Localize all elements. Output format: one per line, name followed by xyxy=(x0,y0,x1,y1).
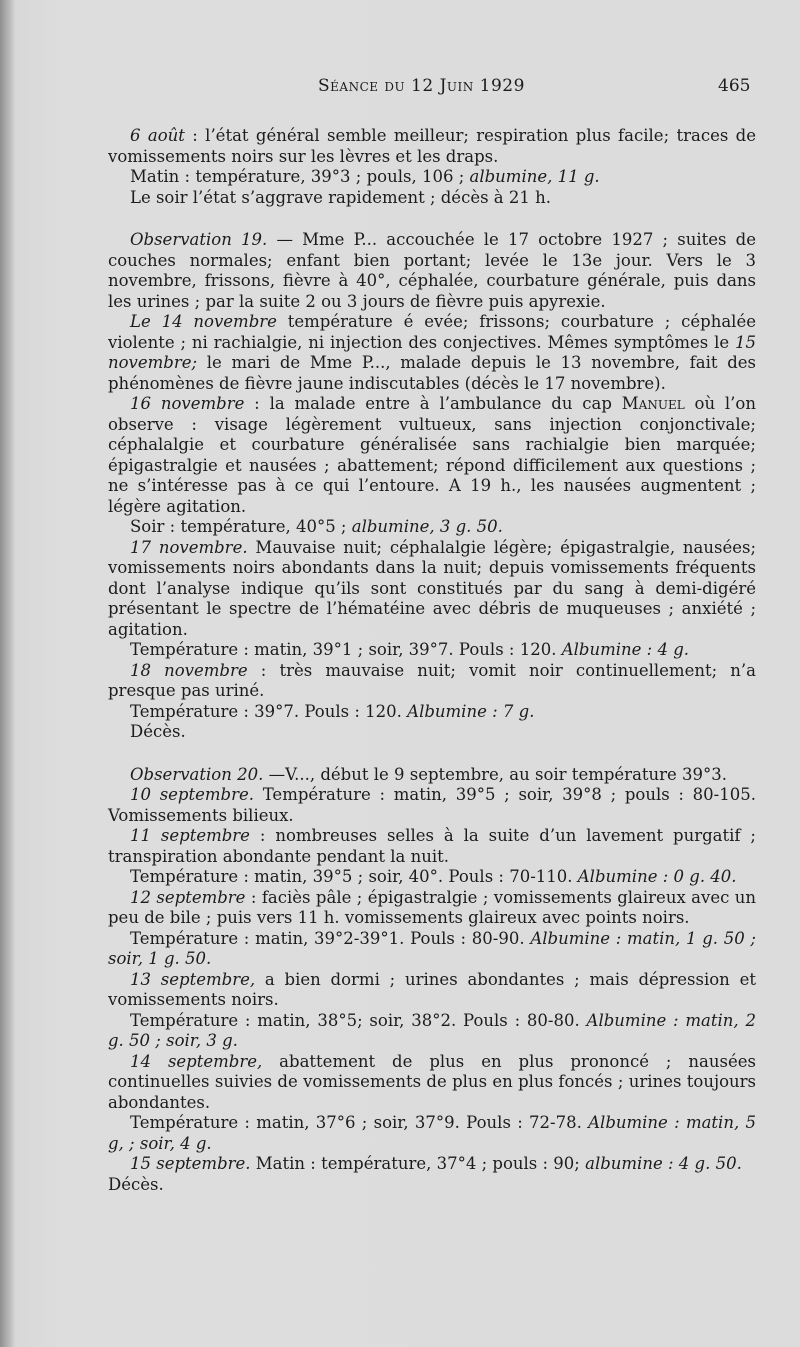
paragraph-text: : la malade entre à l’ambulance du cap xyxy=(244,394,622,413)
paragraph-sept-12-temp xyxy=(108,929,756,970)
date-label: 11 septembre xyxy=(130,826,250,845)
paragraph-deces: Décès. xyxy=(130,722,186,741)
paragraph-nov-17-temp xyxy=(108,640,756,661)
paragraph-text: —V..., début le 9 septembre, au soir température 39°3. xyxy=(263,764,728,784)
temperature-line: Température : matin, 39°1 ; soir, 39°7. Pouls : 120. xyxy=(130,640,562,659)
paragraph-text: — Mme P... accouchée le 17 octobre 1927 ; suites de couches normales; enfant bien portant; levée le 13e jour. Vers le 3 novembre, frissons, fièvre à 40°, céphalée, courbature générale, puis dans les urines ; par la suite 2 ou 3 jours de fièvre puis apyrexie. xyxy=(108,230,756,311)
paragraph-sept-11-temp xyxy=(108,867,756,888)
paragraph-nov-18-temp xyxy=(108,702,756,723)
temperature-line: Température : matin, 38°5; soir, 38°2. Pouls : 80-80. xyxy=(130,1010,587,1030)
paragraph-sept-14 xyxy=(108,1052,756,1114)
running-head: Séance du 12 Juin 1929 xyxy=(318,76,525,96)
paragraph-text: a bien dormi ; urines abondantes ; mais dépression et vomissements noirs. xyxy=(108,969,756,1009)
paragraph-nov-17 xyxy=(108,538,756,641)
date-label: 10 septembre. xyxy=(130,785,254,804)
date-label: 16 novembre xyxy=(130,394,245,413)
observation-title: Observation 20. xyxy=(130,764,264,784)
paragraph-nov-16-soir xyxy=(108,517,756,538)
observation-title: Observation 19. xyxy=(130,230,268,249)
albumine-value: Albumine : matin, 5 g, ; soir, 4 g. xyxy=(108,1113,756,1153)
observation-19-intro xyxy=(108,230,756,312)
page-number: 465 xyxy=(718,76,751,96)
paragraph-text: : faciès pâle ; épigastralgie ; vomissements glaireux avec un peu de bile ; puis vers 11 h. vomissements glaireux avec points noirs. xyxy=(108,887,756,927)
albumine-value: Albumine : 0 g. 40. xyxy=(577,867,737,886)
albumine-value: albumine, 11 g. xyxy=(469,167,600,186)
paragraph-text: Température : matin, 39°5 ; soir, 39°8 ; pouls : 80-105. Vomissements bilieux. xyxy=(108,785,756,825)
albumine-value: Albumine : 4 g. xyxy=(561,640,689,659)
paragraph-sept-11 xyxy=(108,826,756,867)
paragraph-aout-6 xyxy=(108,126,756,167)
paragraph-sept-13 xyxy=(108,970,756,1011)
paragraph-matin xyxy=(108,167,756,188)
paragraph-text: : nombreuses selles à la suite d’un lavement purgatif ; transpiration abondante pendant la nuit. xyxy=(108,826,756,866)
paragraph-sept-15 xyxy=(108,1154,756,1175)
date-label: 15 novembre; xyxy=(108,332,756,372)
albumine-value: Albumine : matin, 2 g. 50 ; soir, 3 g. xyxy=(108,1010,756,1050)
paragraph-sept-10 xyxy=(108,785,756,826)
date-label: 18 novembre xyxy=(130,660,248,680)
section-gap xyxy=(108,208,756,230)
paragraph-nov-18 xyxy=(108,661,756,702)
proper-name: Manuel xyxy=(621,394,685,413)
date-label: Le 14 novembre xyxy=(130,312,277,331)
paragraph-text: : l’état général semble meilleur; respiration plus facile; traces de vomissements noirs sur les lèvres et les draps. xyxy=(108,126,756,166)
date-label: 13 septembre, xyxy=(130,969,256,989)
date-label: 12 septembre xyxy=(130,887,246,907)
paragraph-text: Mauvaise nuit; céphalalgie légère; épigastralgie, nausées; vomissements noirs abondants dans la nuit; depuis vomissements fréquents dont l’analyse indique qu’ils sont constitués par du sang à demi-digéré présentant le spectre de l’hématéine avec débris de muqueuses ; anxiété ; agitation. xyxy=(108,537,757,639)
page-header xyxy=(0,76,800,106)
temperature-line: Température : matin, 39°2-39°1. Pouls : 80-90. xyxy=(130,928,531,948)
paragraph-text: abattement de plus en plus prononcé ; nausées continuelles suivies de vomissements de plus en plus foncés ; urines toujours abondantes. xyxy=(108,1051,756,1112)
section-gap xyxy=(108,743,756,765)
paragraph-text: : très mauvaise nuit; vomit noir continuellement; n’a presque pas uriné. xyxy=(108,660,756,700)
paragraph-sept-12 xyxy=(108,888,756,929)
date-label: 15 septembre. xyxy=(130,1154,251,1173)
date-label: 17 novembre. xyxy=(130,537,248,557)
paragraph-text: le mari de Mme P..., malade depuis le 13 novembre, fait des phénomènes de fièvre jaune indiscutables (décès le 17 novembre). xyxy=(108,353,756,393)
paragraph-text: température é evée; frissons; courbature ; céphalée violente ; ni rachialgie, ni injection des conjectives. Mêmes symptômes le xyxy=(108,312,756,352)
paragraph-nov-14 xyxy=(108,312,756,394)
paragraph-sept-13-temp xyxy=(108,1011,756,1052)
albumine-value: Albumine : matin, 1 g. 50 ; soir, 1 g. 50. xyxy=(108,928,756,968)
paragraph-text: Matin : température, 37°4 ; pouls : 90; xyxy=(250,1154,586,1173)
date-label: 6 août xyxy=(130,126,185,145)
temperature-line: Température : matin, 39°5 ; soir, 40°. Pouls : 70-110. xyxy=(130,867,578,886)
albumine-value: Albumine : 7 g. xyxy=(407,701,535,721)
date-label: 14 septembre, xyxy=(130,1051,263,1071)
temperature-line: Température : matin, 37°6 ; soir, 37°9. Pouls : 72-78. xyxy=(130,1113,589,1132)
body-text xyxy=(108,126,756,1195)
paragraph-sept-14-temp xyxy=(108,1113,756,1154)
albumine-value: albumine : 4 g. 50. xyxy=(585,1154,742,1173)
paragraph-soir: Le soir l’état s’aggrave rapidement ; décès à 21 h. xyxy=(130,187,551,207)
temperature-line: Soir : température, 40°5 ; xyxy=(130,517,352,536)
paragraph-text: où l’on observe : visage légèrement vultueux, sans injection conjonctivale; céphalalgie et courbature généralisée sans rachialgie bien marquée; épigastralgie et nausées ; abattement; répond difficilement aux questions ; ne s’intéresse pas à ce qui l’entoure. A 19 h., les nausées augmentent ; légère agitation. xyxy=(108,394,756,516)
temperature-line: Matin : température, 39°3 ; pouls, 106 ; xyxy=(130,167,470,186)
paragraph-deces: Décès. xyxy=(108,1174,164,1194)
binding-shadow xyxy=(0,0,14,1347)
paragraph-nov-16 xyxy=(108,394,756,517)
albumine-value: albumine, 3 g. 50. xyxy=(351,517,503,536)
temperature-line: Température : 39°7. Pouls : 120. xyxy=(130,701,408,721)
observation-20-intro xyxy=(108,765,756,786)
